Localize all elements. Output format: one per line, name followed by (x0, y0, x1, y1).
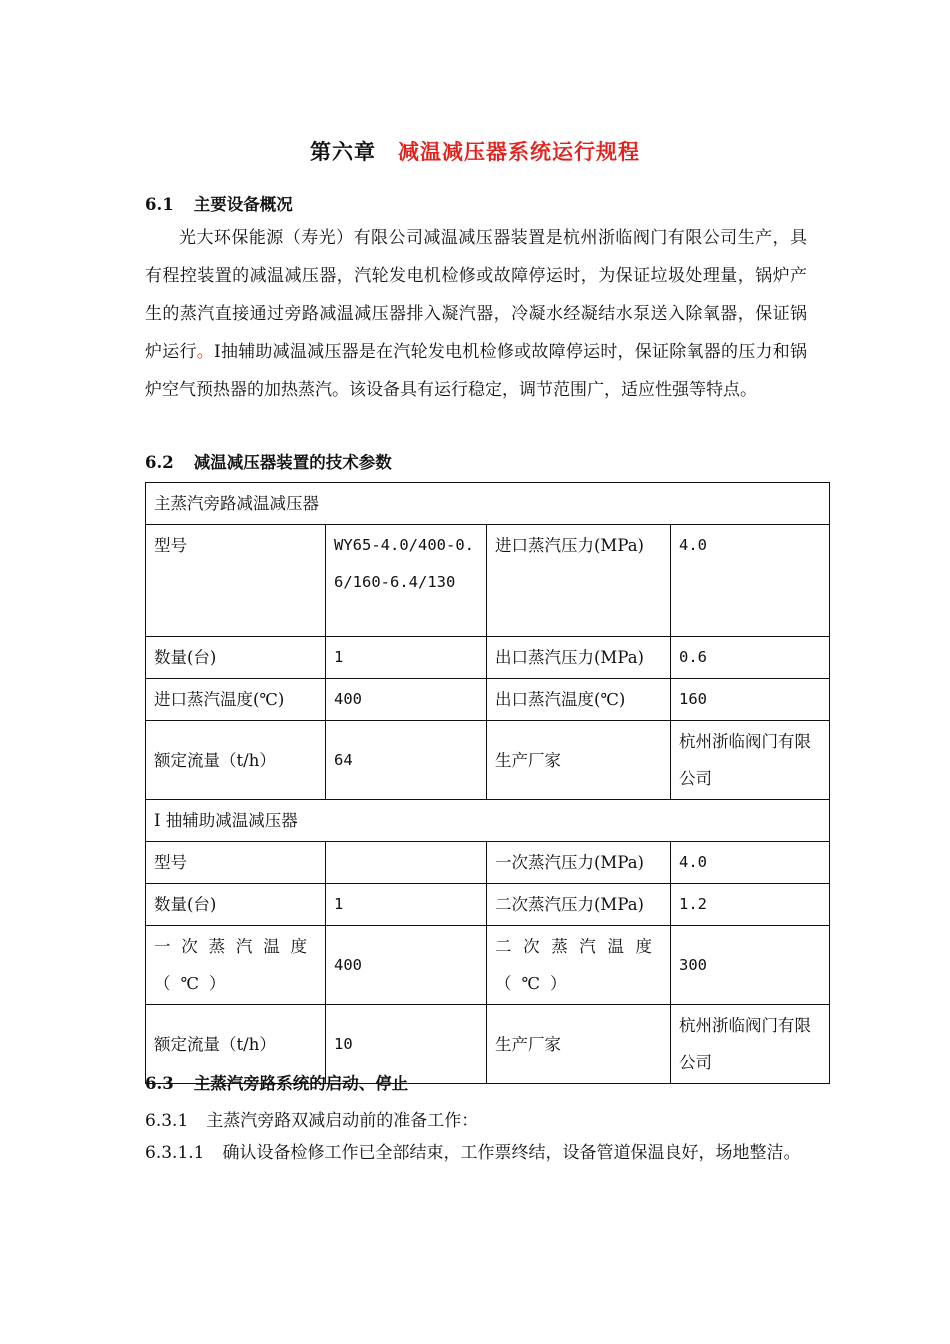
cell-label: 二次蒸汽温度（℃） (487, 926, 671, 1005)
cell-value: 4.0 (671, 525, 830, 637)
cell-label: 一次蒸汽压力(MPa) (487, 842, 671, 884)
cell-value: 1 (326, 884, 487, 926)
cell-label: 一次蒸汽温度（℃） (146, 926, 326, 1005)
cell-value: 300 (671, 926, 830, 1005)
section-6-1-paragraph (145, 219, 807, 409)
cell-label: 出口蒸汽压力(MPa) (487, 637, 671, 679)
table-row (146, 721, 830, 800)
table-group-header (146, 483, 830, 525)
cell-value: 1.2 (671, 884, 830, 926)
cell-value: 4.0 (671, 842, 830, 884)
cell-label: 生产厂家 (487, 1005, 671, 1084)
section-6-3-heading (145, 1070, 408, 1094)
table-row (146, 679, 830, 721)
chapter-title (0, 136, 950, 166)
cell-label: 进口蒸汽压力(MPa) (487, 525, 671, 637)
cell-label: 型号 (146, 842, 326, 884)
paragraph-text-2: Ⅰ抽辅助减温减压器是在汽轮发电机检修或故障停运时，保证除氧器的压力和锅炉空气预热器的加热蒸汽。该设备具有运行稳定，调节范围广，适应性强等特点。 (145, 342, 808, 400)
subsection-number: 6.3.1.1 (145, 1143, 205, 1163)
section-number: 6.2 (145, 453, 174, 472)
cell-value: 64 (326, 721, 487, 800)
table-group-header (146, 800, 830, 842)
cell-value: 0.6 (671, 637, 830, 679)
table-row (146, 842, 830, 884)
table-row (146, 884, 830, 926)
cell-value: 160 (671, 679, 830, 721)
section-title: 主蒸汽旁路系统的启动、停止 (193, 1074, 409, 1093)
paragraph-text-1: 光大环保能源（寿光）有限公司减温减压器装置是杭州浙临阀门有限公司生产，具有程控装置的减温减压器，汽轮发电机检修或故障停运时，为保证垃圾处理量，锅炉产生的蒸汽直接通过旁路减温减压器排入凝汽器，冷凝水经凝结水泵送入除氧器，保证锅炉运行 (145, 228, 807, 362)
section-6-1-heading (145, 191, 293, 215)
cell-value: 10 (326, 1005, 487, 1084)
table-row (146, 525, 830, 637)
group-title: Ⅰ 抽辅助减温减压器 (146, 800, 830, 842)
cell-value: 杭州浙临阀门有限公司 (671, 1005, 830, 1084)
cell-label: 数量(台) (146, 884, 326, 926)
chapter-name: 减温减压器系统运行规程 (398, 139, 640, 164)
section-number: 6.3 (145, 1074, 174, 1093)
cell-label: 生产厂家 (487, 721, 671, 800)
cell-value (326, 842, 487, 884)
section-6-3-1-1 (145, 1134, 807, 1172)
cell-label: 出口蒸汽温度(℃) (487, 679, 671, 721)
section-title: 减温减压器装置的技术参数 (193, 453, 392, 472)
subsection-text: 确认设备检修工作已全部结束，工作票终结，设备管道保温良好，场地整洁。 (222, 1143, 801, 1163)
subsection-text: 主蒸汽旁路双减启动前的准备工作： (206, 1111, 479, 1131)
cell-value: 400 (326, 926, 487, 1005)
cell-label: 二次蒸汽压力(MPa) (487, 884, 671, 926)
cell-label: 型号 (146, 525, 326, 637)
cell-value: 400 (326, 679, 487, 721)
section-title: 主要设备概况 (193, 195, 293, 214)
table-row (146, 926, 830, 1005)
group-title: 主蒸汽旁路减温减压器 (146, 483, 830, 525)
cell-label: 额定流量（t/h） (146, 721, 326, 800)
paragraph-red-period: 。 (196, 342, 214, 362)
cell-value: 1 (326, 637, 487, 679)
table-row (146, 637, 830, 679)
section-6-3-1 (145, 1106, 478, 1131)
technical-parameters-table (145, 482, 830, 1084)
section-number: 6.1 (145, 195, 174, 214)
cell-label: 数量(台) (146, 637, 326, 679)
chapter-number: 第六章 (310, 139, 376, 164)
cell-value: 杭州浙临阀门有限公司 (671, 721, 830, 800)
subsection-number: 6.3.1 (145, 1111, 189, 1131)
cell-value: WY65-4.0/400-0.6/160-6.4/130 (326, 525, 487, 637)
cell-label: 额定流量（t/h） (146, 1005, 326, 1084)
section-6-2-heading (145, 449, 392, 473)
cell-label: 进口蒸汽温度(℃) (146, 679, 326, 721)
